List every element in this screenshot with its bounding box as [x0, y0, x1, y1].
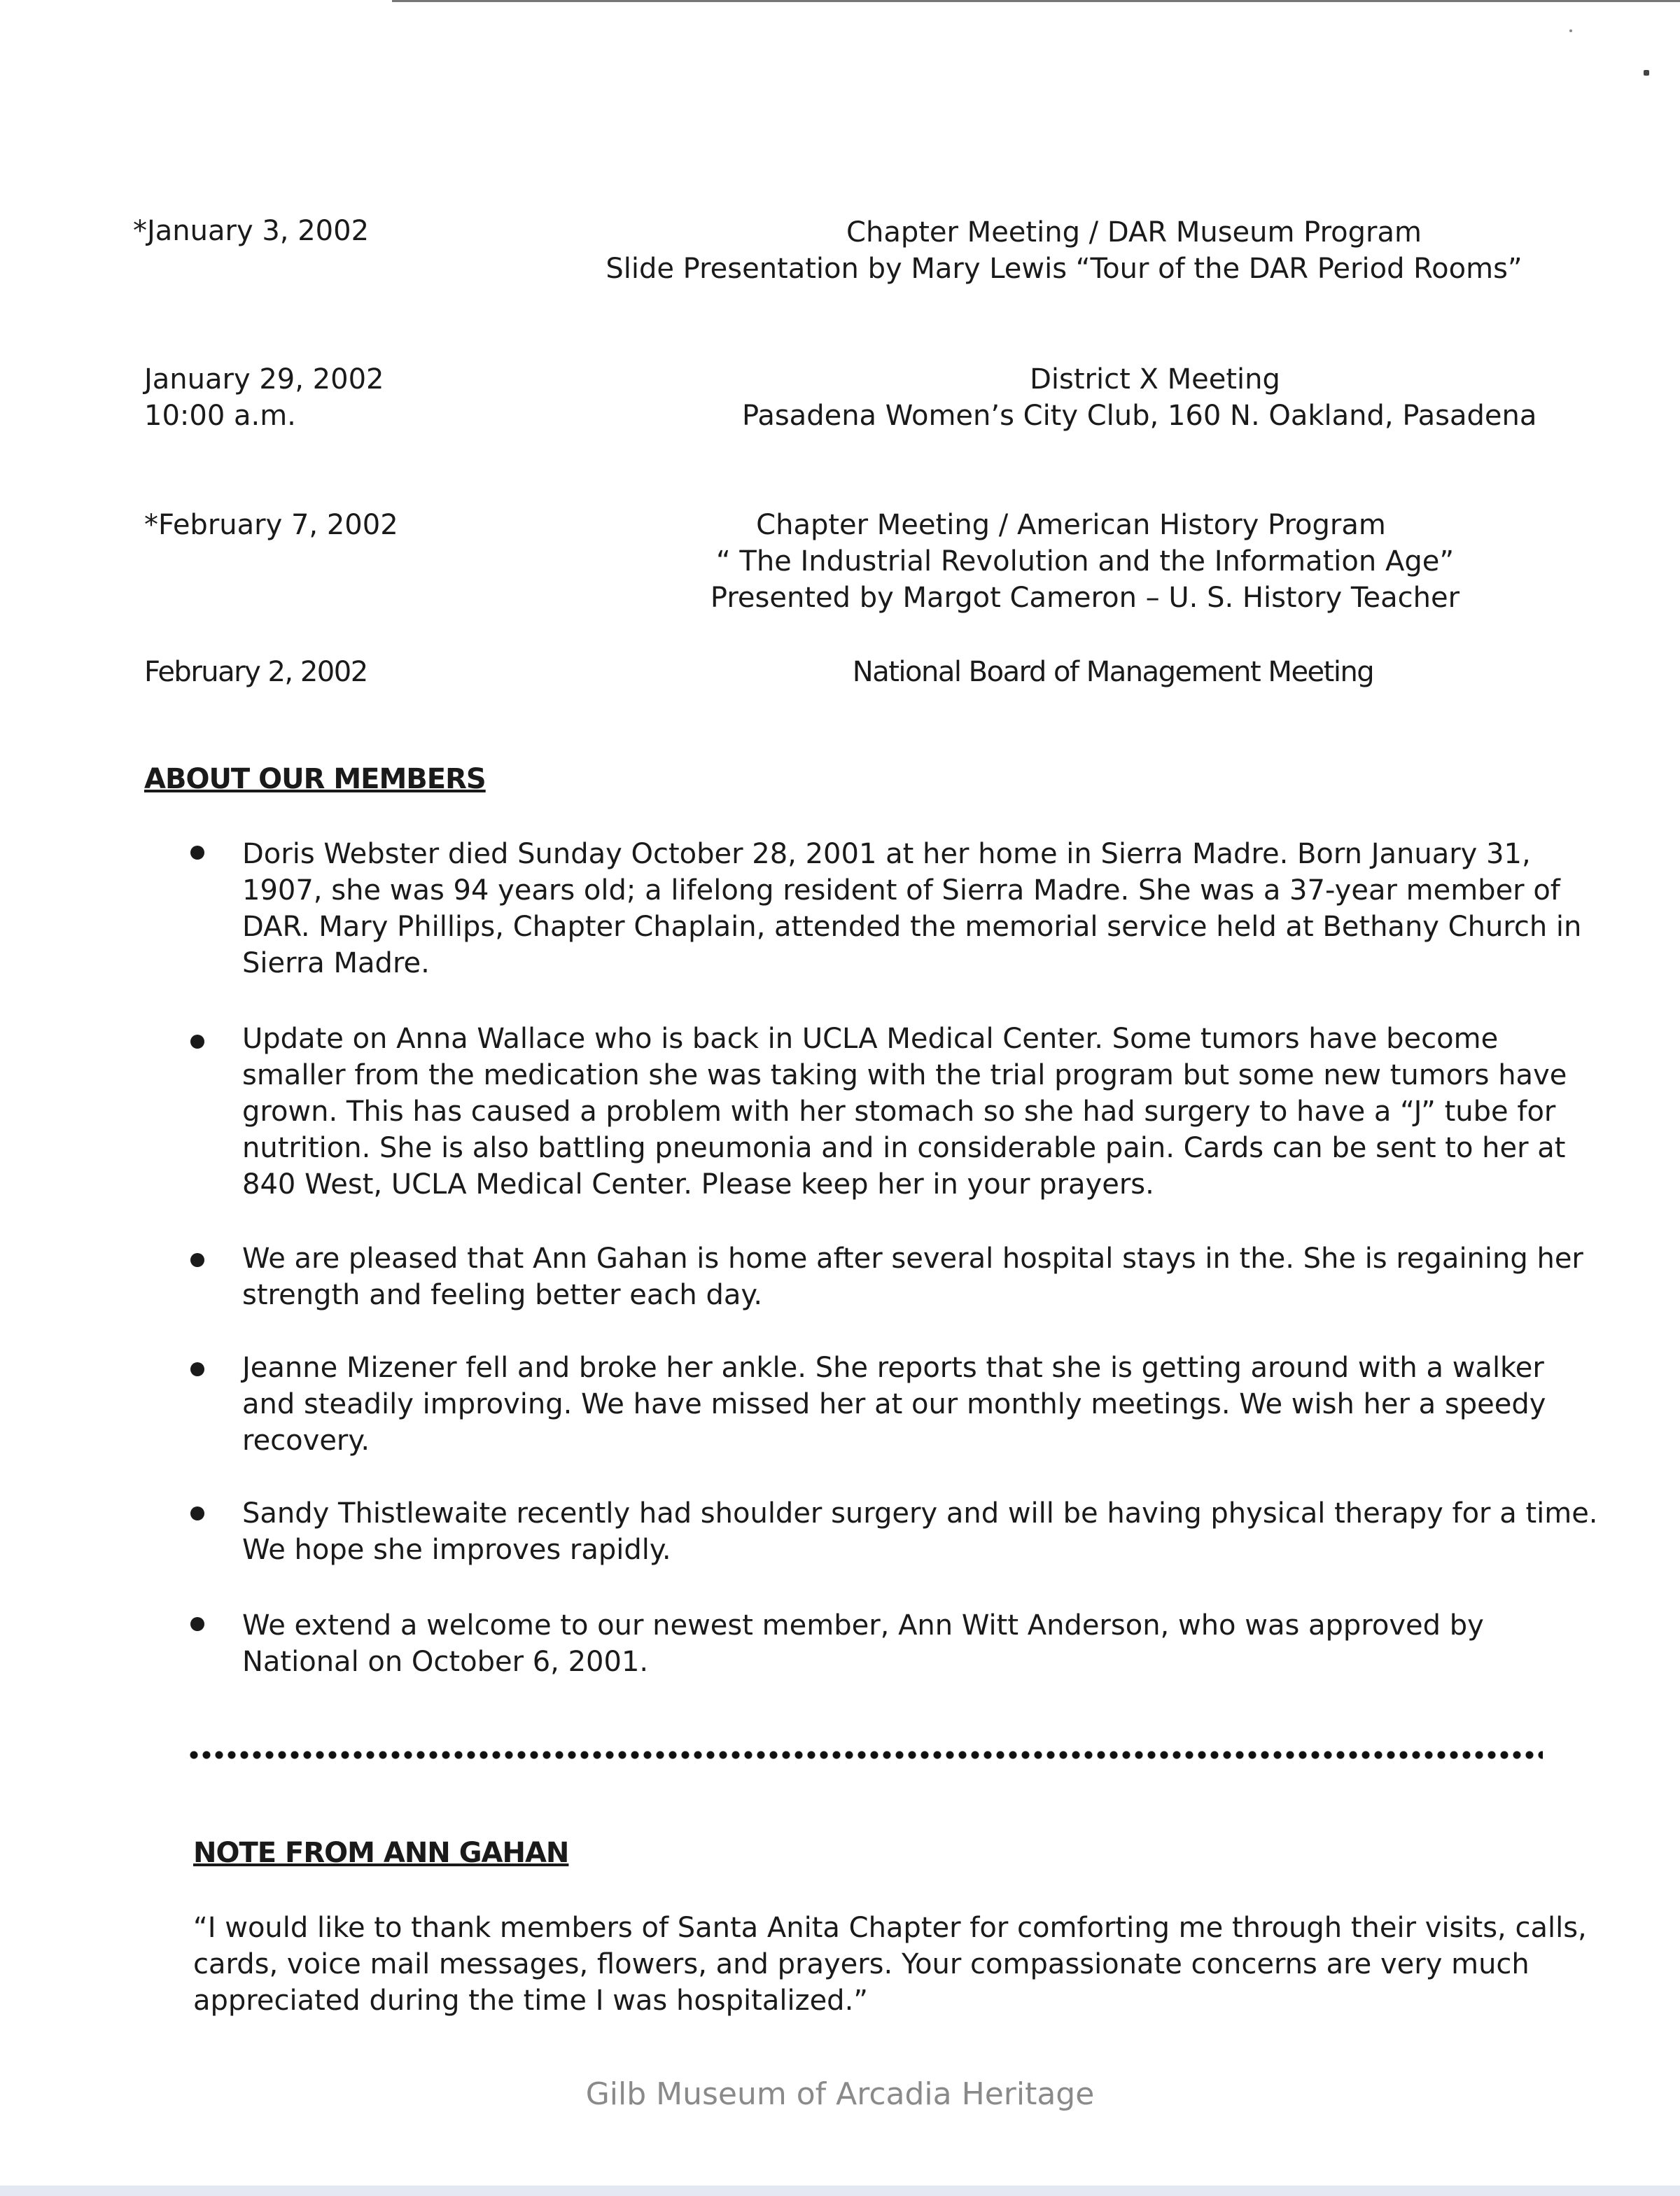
member-news-item: Doris Webster died Sunday October 28, 2001 at her home in Sierra Madre. Born January 31, 1907, she was 94 years old; a lifelong resident of Sierra Madre. She was a 37-year member of DAR. Mary Phillips, Chapter Chaplain, attended the memorial service held at Bethany Church in Sierra Madre. [242, 838, 1582, 979]
member-news-item: Update on Anna Wallace who is back in UCLA Medical Center. Some tumors have become smaller from the medication she was taking with the trial program but some new tumors have grown. This has caused a problem with her stomach so she had surgery to have a “J” tube for nutrition. She is also battling pneumonia and in considerable pain. Cards can be sent to her at 840 West, UCLA Medical Center. Please keep her in your prayers. [242, 1023, 1567, 1201]
event-detail: Presented by Margot Cameron – U. S. History Teacher [710, 582, 1460, 614]
scan-speck [1644, 70, 1649, 76]
event-date: January 29, 2002 [144, 363, 384, 396]
bullet [190, 1617, 204, 1631]
member-news-item: Sandy Thistlewaite recently had shoulder surgery and will be having physical therapy for a time. We hope she improves rapidly. [242, 1497, 1598, 1566]
member-news-item: Jeanne Mizener fell and broke her ankle. She reports that she is getting around with a walker and steadily improving. We have missed her at our monthly meetings. We wish her a speedy recovery. [242, 1352, 1546, 1457]
event-detail: “ The Industrial Revolution and the Information Age” [715, 545, 1455, 578]
scan-speck [1569, 29, 1572, 32]
event-date: *January 3, 2002 [133, 215, 370, 247]
member-news-item: We extend a welcome to our newest member, Ann Witt Anderson, who was approved by National on October 6, 2001. [242, 1609, 1484, 1678]
bullet [190, 1253, 204, 1267]
dotted-divider [188, 1750, 1543, 1760]
event-time: 10:00 a.m. [144, 400, 296, 432]
event-detail: Pasadena Women’s City Club, 160 N. Oakland, Pasadena [742, 400, 1537, 432]
event-title: National Board of Management Meeting [852, 656, 1374, 688]
about-members-heading: ABOUT OUR MEMBERS [144, 763, 486, 795]
scan-top-edge [392, 0, 1680, 2]
bullet [190, 1362, 204, 1376]
event-date: February 2, 2002 [144, 656, 368, 688]
note-heading: NOTE FROM ANN GAHAN [193, 1837, 569, 1869]
event-title: Chapter Meeting / DAR Museum Program [846, 216, 1422, 249]
bullet [190, 1506, 204, 1520]
watermark: Gilb Museum of Arcadia Heritage [585, 2076, 1095, 2112]
note-body: “I would like to thank members of Santa Anita Chapter for comforting me through their visits, calls, cards, voice mail messages, flowers, and prayers. Your compassionate concerns are very much appreciated during the time I was hospitalized.” [193, 1912, 1587, 2017]
member-news-item: We are pleased that Ann Gahan is home after several hospital stays in the. She is regaining her strength and feeling better each day. [242, 1243, 1583, 1311]
event-title: Chapter Meeting / American History Program [756, 509, 1386, 541]
event-detail: Slide Presentation by Mary Lewis “Tour of the DAR Period Rooms” [606, 253, 1522, 285]
event-title: District X Meeting [1030, 363, 1280, 396]
bullet [190, 1035, 204, 1049]
scan-bottom-edge [0, 2185, 1680, 2196]
event-date: *February 7, 2002 [144, 509, 398, 541]
bullet [190, 846, 204, 860]
